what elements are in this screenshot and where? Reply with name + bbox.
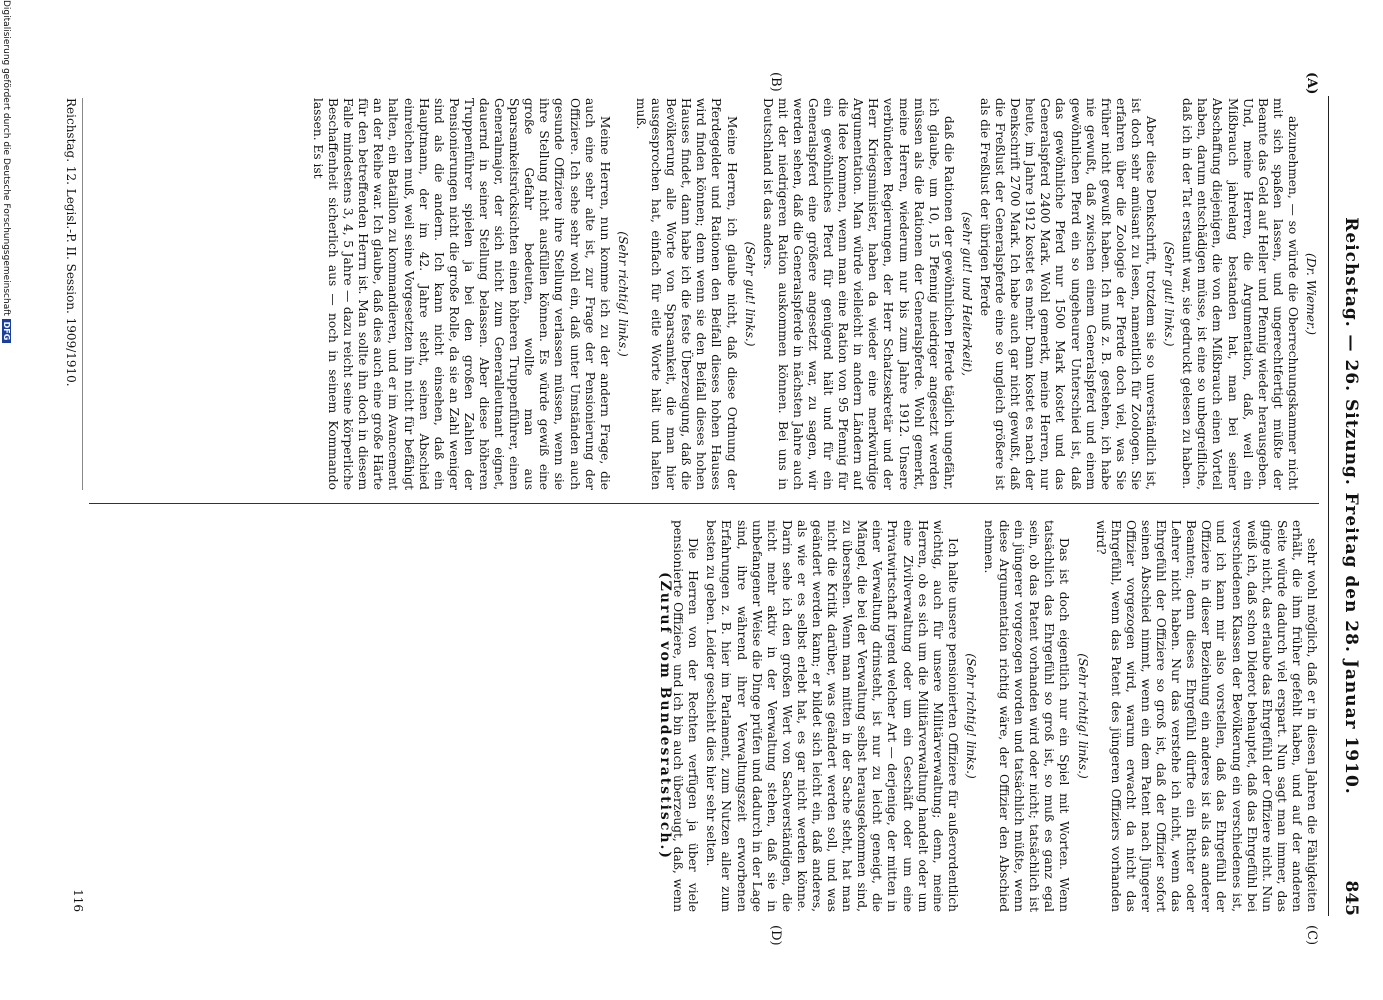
paragraph: daß die Rationen der gewöhnlichen Pferde täglich ungefähr, ich glaube, um 10, 15 Pfennig niedriger angesetzt werden müssen als die Rationen der Generalspferde. Wohl gemerkt, meine Herren, wiederum nur bis zum Jahre 1912. Unsere verbündeten Regierungen, der Herr Schatzsekretär und der Herr Kriegsminister, haben da wieder eine merkwürdige Argumentation. Man würde vielleicht in andern Ländern auf die Idee kommen, wenn man eine Ration von 95 Pfennig für ein gewöhnliches Pferd für genügend hält und für ein Generalspferd eine größere angesetzt war, zu sagen, wir werden sehen, daß die Generalspferde in nächsten Jahre auch mit der niedrigeren Ration auskommen können. Bei uns in Deutschland ist das anders. — [760, 98, 956, 490]
paragraph: Meine Herren, ich glaube nicht, daß diese Ordnung der Pferdegelder und Rationen den Beifall dieses hohen Hauses wird finden können; denn wenn sie den Beifall dieses hohen Hauses findet, dann habe ich die feste Überzeugung, daß die Bevölkerung alle Worte von Sparsamkeit, die man hier ausgesprochen hat, einfach für eitle Worte hält und halten muß. — [633, 98, 739, 490]
page-number: 845 — [1341, 880, 1361, 916]
dfg-logo: DFG — [2, 319, 11, 344]
interjection: (Sehr richtig! links.) — [615, 231, 630, 357]
page-header — [1328, 96, 1363, 916]
right-column — [669, 520, 1319, 912]
speaker-name: (Dr. Wiemer.) — [1304, 252, 1318, 336]
paragraph: abzunehmen, — so würde die Oberrechnungskammer nicht mit sich spaßen lassen, und ungerechtfertigt müßte der Beamte das Geld auf Heller und Pfennig wieder herausgeben. Und, meine Herren, die Argumentation, daß, weil ein Mißbrauch jahrelang bestanden hat, man bei seiner Abschaffung diejenigen, die von dem Mißbrauch einen Vorteil haben, darum entschädigen müsse, ist eine so unbegreifliche, daß ich in der Tat erstaunt war, sie gedruckt gelesen zu haben. — [1180, 98, 1300, 490]
footer-number: 116 — [71, 889, 85, 912]
paragraph: sehr wohl möglich, daß er in diesen Jahren die Fähigkeiten erhält, die ihm früher gefehlt haben, und auf der anderen Seite würde dadurch viel erspart. Nun sagt man immer, das ginge nicht, das erlaube das Ehrgefühl der Offiziere nicht. Nun weiß ich, daß schon Diderot behauptet, daß das Ehrgefühl bei verschiedenen Klassen der Bevölkerung ein verschiedenes ist, und ich kann mir also vorstellen, daß das Ehrgefühl der Offiziere in dieser Beziehung ein anderes ist als das anderer Beamten; denn dieses Ehrgefühl dürfte ein Richter oder Lehrer nicht haben. Nur das verstehe ich nicht, wenn das Ehrgefühl der Offiziere so groß ist, daß der Offizier sofort seinen Abschied nimmt, wenn ein dem Patent nach Jüngerer Offizier vorgezogen wird, warum erwacht da nicht das Ehrgefühl, wenn das Patent des jüngeren Offiziers vorhanden wird? — [1093, 520, 1319, 912]
interjection: (Sehr gut! links.) — [742, 241, 757, 347]
left-column — [94, 98, 1319, 490]
digitization-note — [1, 0, 11, 1000]
paragraph: Die Herren von der Rechten verfügen ja über viele pensionierte Offiziere, und ich bin auch überzeugt, daß, wenn — [671, 520, 701, 912]
interjection: (sehr gut! und Heiterkeit), — [959, 211, 974, 377]
margin-marker-d: (D) — [768, 925, 783, 946]
digitization-text: Digitalisierung gefördert durch die Deutsche Forschungsgemeinschaft — [1, 0, 11, 316]
margin-marker-c: (C) — [1304, 925, 1319, 946]
left-paragraphs — [310, 98, 1300, 490]
interjection: (Sehr richtig! links.) — [963, 653, 978, 779]
paragraph: Ich halte unsere pensionierten Offiziere für außerordentlich wichtig, auch für unsere Militärverwaltung; denn, meine Herren, ob es sich um die Militärverwaltung handelt oder um eine Zivilverwaltung oder um ein Geschäft oder um eine Privatwirtschaft irgend welcher Art — derjenige, der mitten in einer Verwaltung drinsteht, ist nur zu leicht geneigt, die Mängel, die bei der Verwaltung selbst herausgekommen sind, zu übersehen. Wenn man mitten in der Sache steht, hat man nicht die Kritik darüber, was geändert werden soll, und was geändert werden kann; er bildet sich leicht ein, daß anderes, als wie er es selbst erlebt hat, es gar nicht werden könne. Darin sehe ich den großen Wert von Sachverständigen, die nicht mehr aktiv in der Verwaltung stehen, daß sie in unbefangener Weise die Dinge prüfen und dadurch in der Lage sind, ihre während ihrer Verwaltungszeit erworbenen Erfahrungen z. B. hier im Parlament, zum Nutzen aller zum besten zu geben. Leider geschieht dies hier sehr selten. — [704, 520, 960, 912]
header-title: Reichstag. — 26. Sitzung. Freitag den 28. Januar 1910. — [1341, 217, 1361, 795]
right-paragraphs — [669, 520, 1319, 912]
footer-session: Reichstag. 12. Legisl.-P. II. Session. 1909/1910. — [64, 98, 83, 490]
paragraph: Meine Herren, nun komme ich zu der andern Frage, die auch eine sehr alte ist, zur Frage der Pensionierung der Offiziere. Ich sehe sehr wohl ein, daß unter Umständen auch gesunde Offiziere ihre Stellung verlassen müssen, wenn sie ihre Stellung nicht ausfüllen können. Es würde gewiß eine große Gefahr bedeuten, wollte man aus Sparsamkeitsrücksichten einen höheren Truppenführer, einen Generalmajor, der sich nicht zum Generalleutnant eignet, dauernd in seiner Stellung belassen. Aber diese höheren Truppenführer spielen ja bei den großen Zahlen der Pensionierungen nicht die große Rolle, da sie an Zahl weniger sind als die andern. Ich kann nicht einsehen, daß ein Hauptmann, der im 42. Jahre steht, seinen Abschied einreichen muß, weil seine Vorgesetzten ihn nicht für befähigt halten, ein Bataillon zu kommandieren, und er im Avancement an der Reihe war. Ich glaube, daß dies auch eine große Härte für den betreffenden Herrn ist. Man sollte ihn doch in diesem Falle mindestens 3, 4, 5 Jahre — dazu reicht seine körperliche Beschaffenheit sicherlich aus — noch in seinem Kommando lassen. Es ist — [311, 98, 612, 490]
margin-marker-b: (B) — [768, 72, 783, 92]
paragraph: Aber diese Denkschrift, trotzdem sie so unverständlich ist, ist doch sehr amüsant zu lesen, namentlich für Zoologen. Sie erfahren über die Zoologie der Pferde doch viel, was Sie früher nicht gewußt haben. Ich muß z. B. gestehen, ich habe nie gewußt, daß zwischen einem Generalspferd und einem gewöhnlichen Pferd ein so ungeheurer Unterschied ist, daß das gewöhnliche Pferd nur 1500 Mark kostet und das Generalspferd 2400 Mark. Wohl gemerkt, meine Herren, nur heute, im Jahre 1912 kostet es mehr. Dann kostet es nach der Denkschrift 2700 Mark. Ich habe auch gar nicht gewußt, daß die Freßlust der Generalspferde eine so ungleich größere ist als die Freßlust der übrigen Pferde — [978, 98, 1159, 490]
interjection: (Sehr gut! links.) — [1162, 241, 1177, 347]
interjection: (Zuruf vom Bundesratstisch.) — [657, 571, 673, 861]
column-divider — [89, 503, 1319, 504]
margin-marker-a: (A) — [1304, 72, 1319, 95]
interjection: (Sehr richtig! links.) — [1075, 653, 1090, 779]
paragraph: Das ist doch eigentlich nur ein Spiel mit Worten. Wenn tatsächlich das Ehrgefühl so groß ist, so muß es ganz egal sein, ob das Patent vorhanden wird oder nicht; tatsächlich ist ein jüngerer vorgezogen worden und tatsächlich müßte, wenn diese Argumentation richtig wäre, der Offizier den Abschied nehmen. — [982, 520, 1072, 912]
